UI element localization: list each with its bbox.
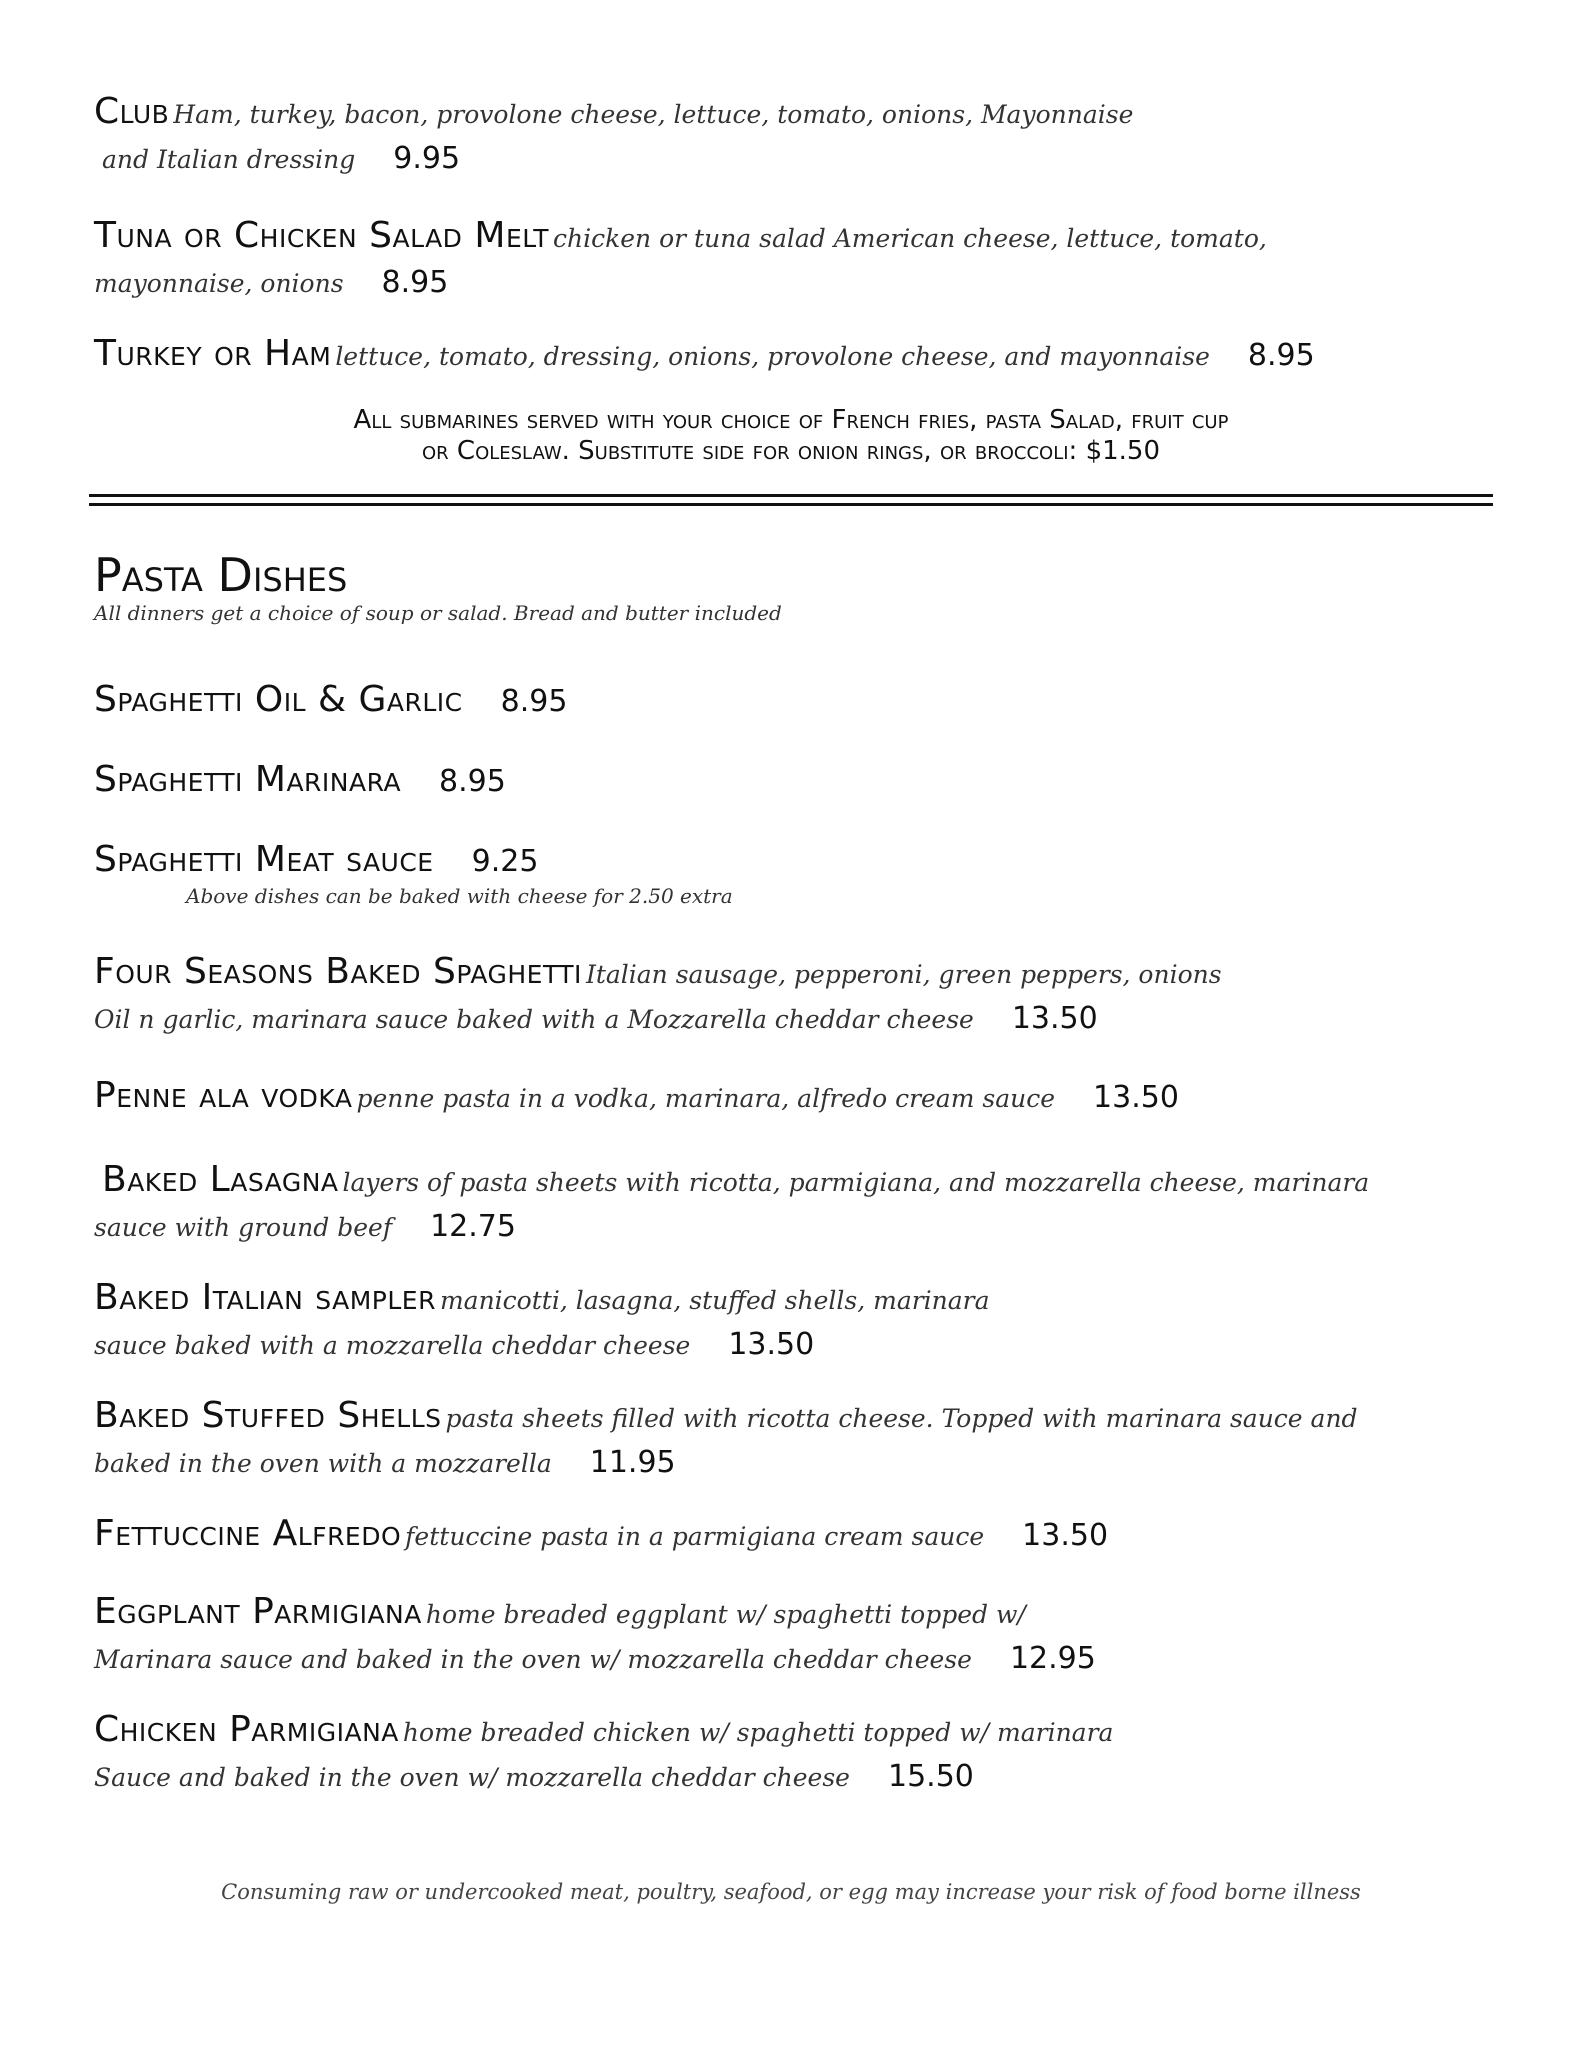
item-price: 8.95 [1247, 338, 1315, 373]
item-price: 13.50 [1022, 1518, 1109, 1553]
item-description: manicotti, lasagna, stuffed shells, marinara [439, 1286, 990, 1315]
item-description: Sauce and baked in the oven w/ mozzarella cheddar cheese [94, 1763, 850, 1792]
menu-item-eggplant-parmigiana [94, 1592, 1514, 1684]
submarine-sides-note [0, 405, 1582, 467]
food-safety-disclaimer: Consuming raw or undercooked meat, poultry, seafood, or egg may increase your risk of food borne illness [221, 1880, 1361, 1904]
item-name: Baked Lasagna [102, 1159, 339, 1200]
item-description: layers of pasta sheets with ricotta, parmigiana, and mozzarella cheese, marinara [342, 1168, 1370, 1197]
item-price: 9.95 [393, 141, 461, 176]
item-description: Ham, turkey, bacon, provolone cheese, lettuce, tomato, onions, Mayonnaise [173, 100, 1134, 129]
section-title: Pasta Dishes [94, 548, 348, 602]
section-divider [89, 494, 1493, 497]
item-description: pasta sheets filled with ricotta cheese. Topped with marinara sauce and [445, 1404, 1358, 1433]
item-name: Baked Stuffed Shells [94, 1395, 442, 1436]
item-name: Chicken Parmigiana [94, 1709, 399, 1750]
section-subtitle: All dinners get a choice of soup or salad. Bread and butter included [94, 601, 782, 625]
item-description: home breaded eggplant w/ spaghetti topped w/ [425, 1600, 1026, 1629]
item-price: 11.95 [589, 1445, 676, 1480]
note-line: All submarines served with your choice of French fries, pasta Salad, fruit cup [353, 405, 1229, 435]
item-name: Spaghetti Meat sauce [94, 839, 434, 880]
menu-item-spaghetti-meat-sauce [94, 840, 1514, 887]
item-price: 13.50 [1011, 1001, 1098, 1036]
menu-item-penne-vodka [94, 1076, 1514, 1123]
item-description: baked in the oven with a mozzarella [94, 1449, 552, 1478]
menu-item-four-seasons [94, 952, 1514, 1044]
item-price: 8.95 [381, 265, 449, 300]
item-description: Italian sausage, pepperoni, green peppers, onions [585, 960, 1222, 989]
item-description: penne pasta in a vodka, marinara, alfredo cream sauce [356, 1084, 1056, 1113]
item-price: 12.75 [430, 1209, 516, 1244]
menu-item-stuffed-shells [94, 1396, 1514, 1488]
item-description: lettuce, tomato, dressing, onions, provolone cheese, and mayonnaise [335, 342, 1210, 371]
menu-item-club [94, 92, 1514, 184]
note-line: or Coleslaw. Substitute side for onion rings, or broccoli: $1.50 [421, 436, 1161, 466]
item-price: 13.50 [1093, 1080, 1179, 1115]
item-description: chicken or tuna salad American cheese, lettuce, tomato, [553, 224, 1267, 253]
item-name: Four Seasons Baked Spaghetti [94, 951, 582, 992]
menu-item-italian-sampler [94, 1278, 1514, 1370]
item-description: Oil n garlic, marinara sauce baked with a Mozzarella cheddar cheese [94, 1005, 974, 1034]
item-description: fettuccine pasta in a parmigiana cream sauce [405, 1522, 985, 1551]
item-description: sauce baked with a mozzarella cheddar cheese [94, 1331, 691, 1360]
item-name: Penne ala vodka [94, 1075, 353, 1116]
section-divider [89, 503, 1493, 506]
item-price: 8.95 [500, 684, 568, 719]
menu-item-fettuccine-alfredo [94, 1514, 1514, 1561]
item-name: Spaghetti Marinara [94, 759, 402, 800]
menu-item-tuna-melt [94, 216, 1514, 308]
item-name: Eggplant Parmigiana [94, 1591, 422, 1632]
item-name: Baked Italian sampler [94, 1277, 436, 1318]
item-price: 8.95 [439, 764, 506, 799]
menu-item-spaghetti-oil-garlic [94, 680, 1514, 727]
item-price: 12.95 [1009, 1641, 1096, 1676]
item-name: Tuna or Chicken Salad Melt [94, 215, 549, 256]
item-name: Spaghetti Oil & Garlic [94, 679, 463, 720]
item-price: 9.25 [471, 844, 539, 879]
item-description: sauce with ground beef [94, 1213, 393, 1242]
item-name: Turkey or Ham [94, 333, 332, 374]
menu-item-spaghetti-marinara [94, 760, 1514, 807]
item-description: home breaded chicken w/ spaghetti topped w/ marinara [402, 1718, 1114, 1747]
item-price: 15.50 [887, 1759, 974, 1794]
item-price: 13.50 [728, 1327, 815, 1362]
item-description: and Italian dressing [102, 145, 356, 174]
item-name: Fettuccine Alfredo [94, 1513, 402, 1554]
menu-item-turkey-ham [94, 334, 1514, 381]
baked-cheese-note: Above dishes can be baked with cheese for 2.50 extra [186, 884, 733, 908]
menu-item-baked-lasagna [94, 1160, 1514, 1252]
item-name: Club [94, 91, 170, 132]
item-description: mayonnaise, onions [94, 269, 344, 298]
menu-item-chicken-parmigiana [94, 1710, 1514, 1802]
item-description: Marinara sauce and baked in the oven w/ mozzarella cheddar cheese [94, 1645, 972, 1674]
